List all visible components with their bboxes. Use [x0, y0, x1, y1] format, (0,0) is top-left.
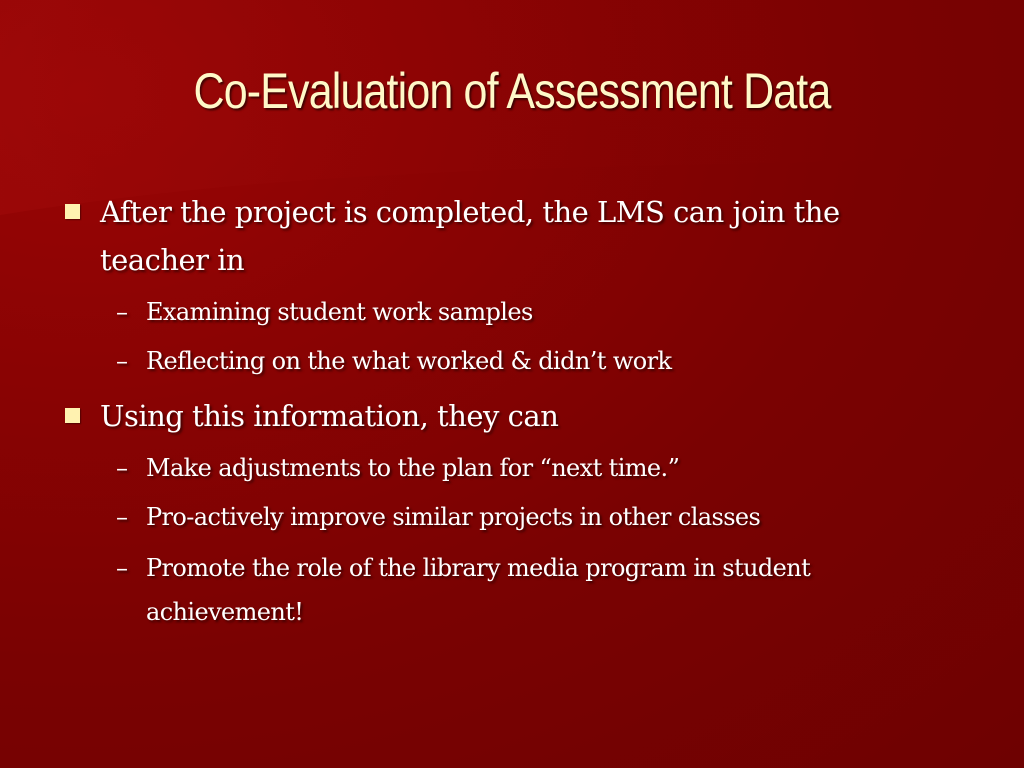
sub-bullet-item	[60, 497, 940, 538]
slide-title: Co-Evaluation of Assessment Data	[193, 63, 831, 119]
sub-bullet-item	[60, 292, 940, 333]
sub-bullet-item	[60, 341, 940, 382]
dash-bullet-icon: –	[116, 298, 128, 326]
square-bullet-icon	[65, 204, 80, 219]
dash-bullet-icon: –	[116, 454, 128, 482]
sub-bullet-text: Reflecting on the what worked & didn’t work	[146, 347, 672, 375]
bullet-text: Using this information, they can	[100, 399, 559, 433]
dash-bullet-icon: –	[116, 554, 128, 582]
sub-bullet-text: Examining student work samples	[146, 298, 533, 326]
sub-bullet-item	[60, 546, 940, 634]
square-bullet-icon	[65, 408, 80, 423]
bullet-text: After the project is completed, the LMS can join the teacher in	[100, 195, 840, 277]
dash-bullet-icon: –	[116, 503, 128, 531]
bullet-item-1	[60, 188, 940, 284]
sub-bullet-text: Make adjustments to the plan for “next time.”	[146, 454, 680, 482]
bullet-list	[60, 188, 940, 634]
sub-bullet-text: Promote the role of the library media program in student achievement!	[146, 554, 811, 626]
sub-bullet-text: Pro-actively improve similar projects in other classes	[146, 503, 761, 531]
dash-bullet-icon: –	[116, 347, 128, 375]
bullet-item-2	[60, 392, 940, 440]
sub-bullet-item	[60, 448, 940, 489]
